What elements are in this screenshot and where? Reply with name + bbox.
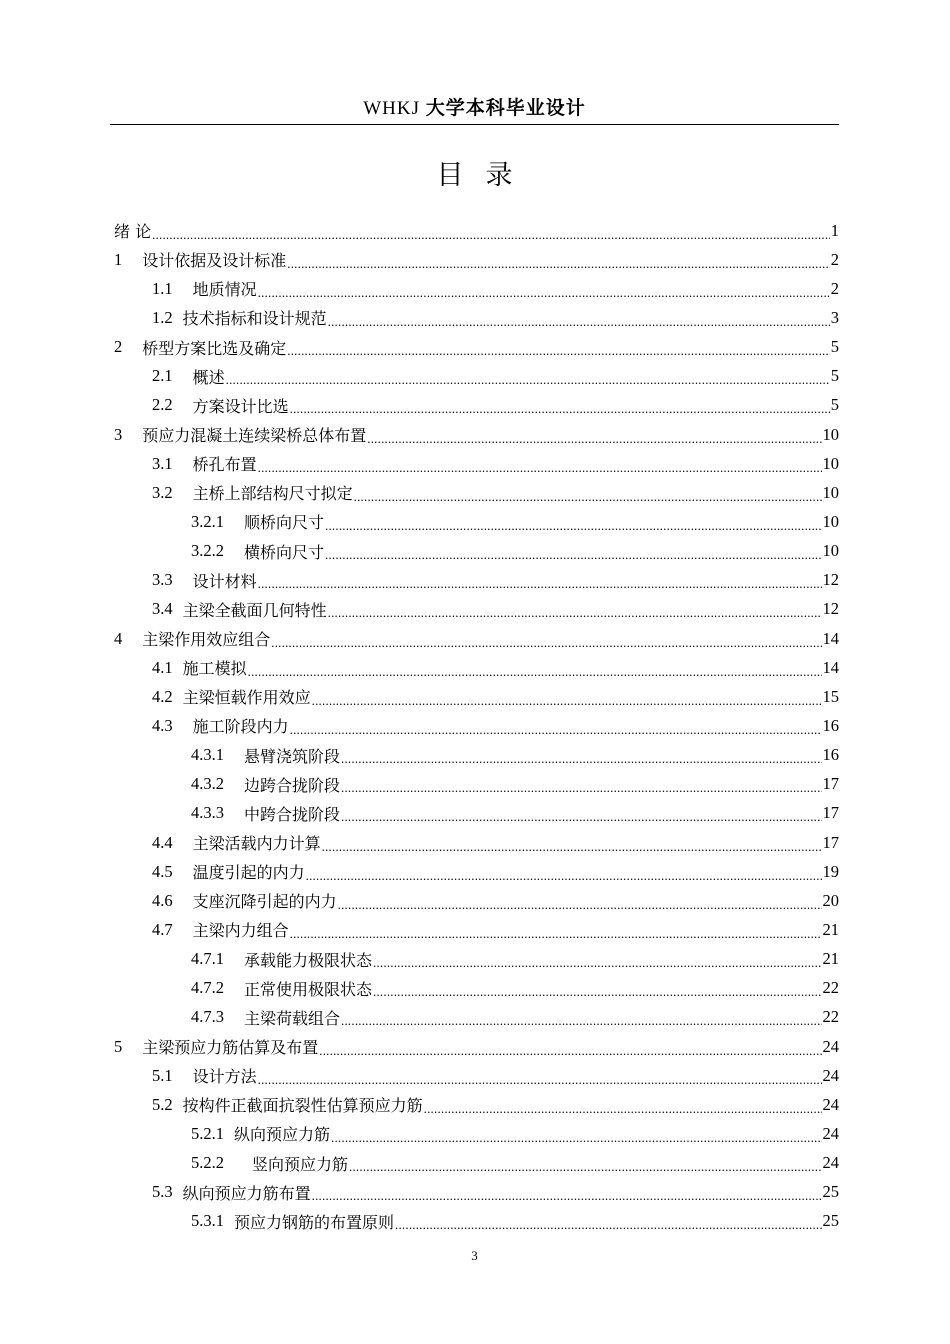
toc-dot-leader — [306, 869, 822, 883]
toc-entry-number: 4.3.1 — [191, 745, 224, 765]
toc-entry[interactable] — [114, 974, 839, 1003]
toc-entry-title: 支座沉降引起的内力 — [192, 892, 337, 912]
toc-entry-number: 4.5 — [152, 861, 173, 881]
toc-entry[interactable] — [114, 1090, 839, 1119]
toc-entry-number: 2 — [114, 337, 123, 357]
toc-entry-page: 15 — [822, 686, 839, 706]
toc-dot-leader — [341, 781, 821, 795]
toc-entry-number: 4.3 — [152, 715, 173, 735]
toc-entry-page: 10 — [822, 482, 839, 502]
toc-entry-title: 主梁内力组合 — [192, 921, 289, 941]
toc-dot-leader — [395, 1218, 821, 1232]
toc-entry-page: 24 — [822, 1153, 839, 1173]
toc-entry[interactable] — [114, 945, 839, 974]
toc-entry-page: 16 — [822, 745, 839, 765]
toc-entry-title: 顺桥向尺寸 — [244, 513, 325, 533]
toc-entry[interactable] — [114, 507, 839, 536]
toc-entry-number: 4.2 — [152, 686, 173, 706]
toc-entry-title: 竖向预应力筋 — [252, 1154, 349, 1174]
toc-entry-number: 4.7 — [152, 919, 173, 939]
toc-entry-number: 2.1 — [152, 366, 173, 386]
toc-entry-number: 2.2 — [152, 395, 173, 415]
toc-dot-leader — [290, 927, 822, 941]
toc-entry[interactable] — [114, 828, 839, 857]
toc-entry-page: 21 — [822, 949, 839, 969]
toc-entry-title: 预应力混凝土连续梁桥总体布置 — [142, 426, 367, 446]
toc-entry-page: 14 — [822, 657, 839, 677]
toc-entry-number: 3.2.1 — [191, 511, 224, 531]
toc-entry-title: 主梁作用效应组合 — [142, 630, 271, 650]
toc-entry-number: 4.4 — [152, 832, 173, 852]
toc-entry[interactable] — [114, 1032, 839, 1061]
toc-entry[interactable] — [114, 711, 839, 740]
toc-entry[interactable] — [114, 1119, 839, 1148]
toc-entry-title: 桥孔布置 — [192, 455, 257, 475]
toc-entry-number: 3.1 — [152, 453, 173, 473]
toc-dot-leader — [322, 840, 822, 854]
toc-dot-leader — [312, 1189, 822, 1203]
toc-entry-number: 3.3 — [152, 570, 173, 590]
toc-entry-number: 5.3.1 — [191, 1211, 224, 1231]
toc-entry-page: 17 — [822, 803, 839, 823]
toc-entry-number: 1.2 — [152, 307, 173, 327]
toc-dot-leader — [341, 1014, 821, 1028]
table-of-contents — [114, 216, 839, 1236]
toc-entry-page: 20 — [822, 890, 839, 910]
toc-entry-page: 5 — [830, 395, 839, 415]
toc-dot-leader — [271, 636, 821, 650]
toc-dot-leader — [328, 606, 822, 620]
toc-entry-title: 技术指标和设计规范 — [182, 309, 327, 329]
toc-entry-number: 5.2 — [152, 1094, 173, 1114]
toc-entry[interactable] — [114, 770, 839, 799]
toc-entry-title: 预应力钢筋的布置原则 — [234, 1212, 395, 1232]
toc-entry[interactable] — [114, 478, 839, 507]
toc-entry-page: 2 — [830, 249, 839, 269]
toc-entry[interactable] — [114, 653, 839, 682]
toc-dot-leader — [325, 548, 821, 562]
running-header — [110, 96, 839, 121]
toc-dot-leader — [373, 985, 821, 999]
toc-dot-leader — [424, 1102, 822, 1116]
toc-entry-title: 承载能力极限状态 — [244, 950, 373, 970]
toc-dot-leader — [312, 694, 822, 708]
toc-entry-page: 14 — [822, 628, 839, 648]
toc-entry-number: 3.2 — [152, 482, 173, 502]
toc-entry[interactable] — [114, 1178, 839, 1207]
toc-dot-leader — [349, 1160, 821, 1174]
toc-entry-title: 按构件正截面抗裂性估算预应力筋 — [182, 1096, 423, 1116]
toc-entry-title: 主桥上部结构尺寸拟定 — [192, 484, 353, 504]
toc-entry-page: 10 — [822, 541, 839, 561]
toc-entry-title: 主梁荷载组合 — [244, 1008, 341, 1028]
toc-entry-title: 施工模拟 — [182, 659, 247, 679]
toc-entry-title: 主梁预应力筋估算及布置 — [142, 1038, 319, 1057]
toc-entry[interactable] — [114, 1207, 839, 1236]
toc-entry[interactable] — [114, 1003, 839, 1032]
toc-entry-number: 4.3.2 — [191, 774, 224, 794]
header-cjk: 大学本科毕业设计 — [425, 97, 586, 119]
toc-entry-page: 5 — [830, 337, 839, 357]
toc-entry-page: 17 — [822, 774, 839, 794]
toc-entry-title: 主梁恒载作用效应 — [182, 688, 311, 708]
toc-entry-title: 概述 — [192, 367, 225, 387]
toc-entry-page: 12 — [822, 570, 839, 590]
toc-entry-title: 设计材料 — [192, 571, 257, 591]
toc-entry-page: 5 — [830, 366, 839, 386]
toc-entry[interactable] — [114, 216, 839, 245]
toc-entry[interactable] — [114, 449, 839, 478]
toc-dot-leader — [373, 956, 821, 970]
toc-entry-page: 10 — [822, 424, 839, 444]
toc-entry-page: 2 — [830, 278, 839, 298]
toc-entry[interactable] — [114, 1061, 839, 1090]
toc-entry[interactable] — [114, 799, 839, 828]
toc-entry-title: 主梁全截面几何特性 — [182, 600, 327, 620]
toc-entry-page: 3 — [830, 307, 839, 327]
toc-entry-number: 4.7.2 — [191, 978, 224, 998]
toc-dot-leader — [354, 490, 822, 504]
toc-entry-number: 1 — [114, 249, 123, 269]
toc-entry-number: 5.2.1 — [191, 1123, 224, 1143]
toc-entry-title: 纵向预应力筋 — [234, 1125, 331, 1145]
toc-entry-page: 24 — [822, 1036, 839, 1056]
toc-dot-leader — [258, 461, 822, 475]
toc-entry[interactable] — [114, 274, 839, 303]
toc-entry-title: 绪 论 — [114, 222, 152, 242]
toc-entry-page: 1 — [830, 220, 839, 240]
toc-entry-title: 边跨合拢阶段 — [244, 775, 341, 795]
toc-entry-title: 正常使用极限状态 — [244, 979, 373, 999]
toc-entry-number: 4.6 — [152, 890, 173, 910]
toc-entry-page: 17 — [822, 832, 839, 852]
toc-entry-page: 10 — [822, 453, 839, 473]
toc-entry-title: 温度引起的内力 — [192, 863, 305, 883]
toc-entry[interactable] — [114, 886, 839, 915]
toc-entry[interactable] — [114, 245, 839, 274]
toc-entry[interactable] — [114, 391, 839, 420]
toc-dot-leader — [331, 1131, 821, 1145]
toc-entry-title: 地质情况 — [192, 280, 257, 300]
toc-entry[interactable] — [114, 595, 839, 624]
toc-entry-title: 施工阶段内力 — [192, 717, 289, 737]
toc-entry-number: 3.4 — [152, 599, 173, 619]
toc-dot-leader — [319, 1044, 821, 1058]
toc-entry-title: 方案设计比选 — [192, 396, 289, 416]
toc-entry-page: 24 — [822, 1065, 839, 1085]
toc-entry-number: 4 — [114, 628, 123, 648]
toc-dot-leader — [325, 519, 821, 533]
toc-entry-title: 横桥向尺寸 — [244, 542, 325, 562]
toc-entry-number: 5.3 — [152, 1182, 173, 1202]
toc-entry-number: 4.7.1 — [191, 949, 224, 969]
toc-dot-leader — [290, 723, 822, 737]
toc-entry[interactable] — [114, 624, 839, 653]
page-number: 3 — [471, 1248, 478, 1263]
toc-entry-number: 5.1 — [152, 1065, 173, 1085]
page-title: 目录 — [436, 160, 535, 191]
toc-entry-number: 4.7.3 — [191, 1007, 224, 1027]
toc-entry[interactable] — [114, 362, 839, 391]
toc-entry-number: 1.1 — [152, 278, 173, 298]
toc-entry[interactable] — [114, 682, 839, 711]
toc-dot-leader — [328, 315, 830, 329]
toc-dot-leader — [152, 228, 830, 242]
toc-entry[interactable] — [114, 1149, 839, 1178]
toc-dot-leader — [287, 257, 829, 271]
toc-entry-page: 24 — [822, 1123, 839, 1143]
toc-entry-number: 5 — [114, 1036, 123, 1056]
toc-entry[interactable] — [114, 333, 839, 362]
toc-entry-page: 22 — [822, 1007, 839, 1027]
toc-entry-number: 4.3.3 — [191, 803, 224, 823]
toc-entry-page: 24 — [822, 1094, 839, 1114]
toc-entry-title: 设计依据及设计标准 — [142, 251, 287, 271]
toc-entry-page: 16 — [822, 715, 839, 735]
toc-entry-title: 桥型方案比选及确定 — [142, 338, 287, 358]
toc-entry[interactable] — [114, 915, 839, 944]
toc-entry[interactable] — [114, 741, 839, 770]
toc-entry-title: 设计方法 — [192, 1067, 257, 1087]
toc-entry-title: 主梁活载内力计算 — [192, 834, 321, 854]
header-rule — [110, 124, 839, 125]
header-latin: WHKJ — [363, 98, 426, 119]
toc-dot-leader — [258, 1073, 822, 1087]
toc-entry-page: 25 — [822, 1182, 839, 1202]
toc-entry[interactable] — [114, 303, 839, 332]
toc-entry-title: 纵向预应力筋布置 — [182, 1183, 311, 1203]
toc-dot-leader — [367, 432, 821, 446]
toc-dot-leader — [258, 286, 830, 300]
toc-entry-page: 10 — [822, 511, 839, 531]
toc-entry-page: 12 — [822, 599, 839, 619]
toc-dot-leader — [248, 665, 822, 679]
toc-dot-leader — [341, 752, 821, 766]
toc-entry-number: 3 — [114, 424, 123, 444]
toc-entry[interactable] — [114, 420, 839, 449]
toc-dot-leader — [290, 402, 830, 416]
toc-entry[interactable] — [114, 566, 839, 595]
toc-entry-number: 5.2.2 — [191, 1153, 224, 1173]
toc-entry-page: 25 — [822, 1211, 839, 1231]
toc-dot-leader — [338, 898, 822, 912]
toc-entry[interactable] — [114, 537, 839, 566]
toc-entry-page: 21 — [822, 919, 839, 939]
toc-entry-number: 4.1 — [152, 657, 173, 677]
toc-dot-leader — [287, 344, 829, 358]
toc-entry-number: 3.2.2 — [191, 541, 224, 561]
toc-entry[interactable] — [114, 857, 839, 886]
toc-entry-title: 悬臂浇筑阶段 — [244, 746, 341, 766]
toc-dot-leader — [341, 810, 821, 824]
toc-dot-leader — [258, 577, 822, 591]
toc-entry-page: 19 — [822, 861, 839, 881]
toc-entry-title: 中跨合拢阶段 — [244, 804, 341, 824]
toc-entry-page: 22 — [822, 978, 839, 998]
toc-dot-leader — [226, 373, 830, 387]
